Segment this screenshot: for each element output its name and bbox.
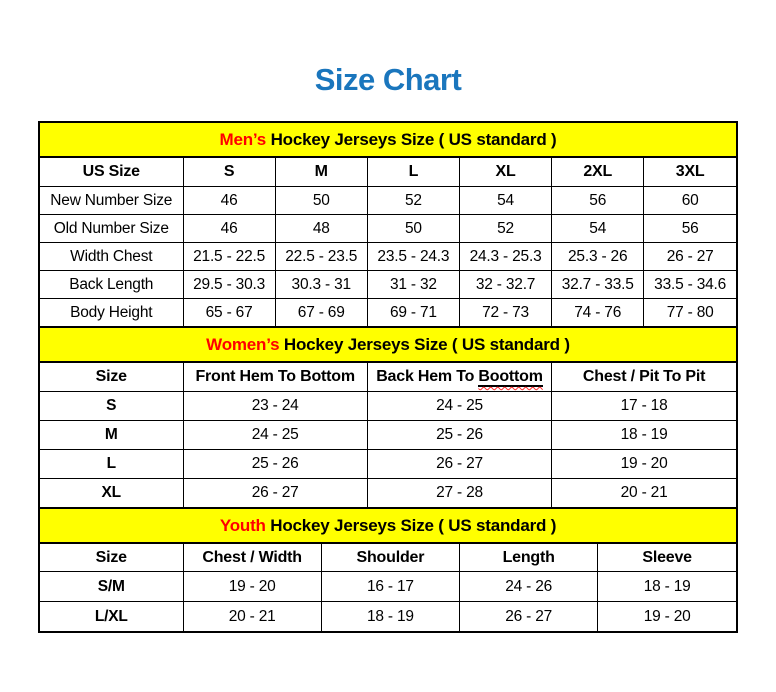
table-row — [40, 215, 736, 243]
data-cell: 22.5 - 23.5 — [275, 243, 367, 271]
mens-band-text: Hockey Jerseys Size ( US standard ) — [266, 130, 557, 149]
data-cell: 25.3 - 26 — [552, 243, 644, 271]
header-cell: Size — [40, 363, 183, 392]
data-cell: 27 - 28 — [367, 479, 551, 508]
data-cell: 23.5 - 24.3 — [367, 243, 459, 271]
data-cell: 74 - 76 — [552, 299, 644, 327]
data-cell: 46 — [183, 187, 275, 215]
header-cell — [367, 363, 551, 392]
row-label-cell: L/XL — [40, 602, 183, 632]
womens-band-accent: Women’s — [206, 335, 280, 354]
row-label-cell: New Number Size — [40, 187, 183, 215]
table-row — [40, 243, 736, 271]
data-cell: 26 - 27 — [367, 450, 551, 479]
row-label-cell: Back Length — [40, 271, 183, 299]
header-row — [40, 544, 736, 572]
data-cell: 54 — [552, 215, 644, 243]
data-cell: 24 - 26 — [460, 572, 598, 602]
womens-band-text: Hockey Jerseys Size ( US standard ) — [279, 335, 570, 354]
data-cell: 50 — [367, 215, 459, 243]
row-label-cell: Body Height — [40, 299, 183, 327]
header-row — [40, 363, 736, 392]
data-cell: 54 — [459, 187, 551, 215]
data-cell: 20 - 21 — [552, 479, 736, 508]
data-cell: 25 - 26 — [183, 450, 367, 479]
mens-size-table — [40, 158, 736, 326]
data-cell: 18 - 19 — [552, 421, 736, 450]
data-cell: 46 — [183, 215, 275, 243]
data-cell: 52 — [459, 215, 551, 243]
data-cell: 25 - 26 — [367, 421, 551, 450]
header-cell: M — [275, 158, 367, 187]
table-row — [40, 479, 736, 508]
womens-size-table — [40, 363, 736, 507]
data-cell: 24 - 25 — [367, 392, 551, 421]
table-row — [40, 392, 736, 421]
data-cell: 26 - 27 — [183, 479, 367, 508]
page-title: Size Chart — [314, 62, 462, 97]
row-label-cell: M — [40, 421, 183, 450]
header-cell: Sleeve — [598, 544, 736, 572]
data-cell: 31 - 32 — [367, 271, 459, 299]
data-cell: 32.7 - 33.5 — [552, 271, 644, 299]
data-cell: 30.3 - 31 — [275, 271, 367, 299]
table-row — [40, 602, 736, 632]
mens-band-accent: Men’s — [219, 130, 267, 149]
row-label-cell: XL — [40, 479, 183, 508]
data-cell: 19 - 20 — [552, 450, 736, 479]
data-cell: 20 - 21 — [183, 602, 321, 632]
youth-size-table — [40, 544, 736, 631]
data-cell: 19 - 20 — [598, 602, 736, 632]
table-row — [40, 421, 736, 450]
data-cell: 52 — [367, 187, 459, 215]
womens-table-band — [40, 326, 736, 363]
table-row — [40, 450, 736, 479]
data-cell: 26 - 27 — [460, 602, 598, 632]
misspelled-word — [478, 368, 542, 387]
header-cell: L — [367, 158, 459, 187]
data-cell: 32 - 32.7 — [459, 271, 551, 299]
table-row — [40, 572, 736, 602]
data-cell: 29.5 - 30.3 — [183, 271, 275, 299]
data-cell: 67 - 69 — [275, 299, 367, 327]
header-cell: Shoulder — [321, 544, 459, 572]
data-cell: 56 — [552, 187, 644, 215]
size-chart-tables — [38, 121, 738, 633]
data-cell: 60 — [644, 187, 736, 215]
data-cell: 72 - 73 — [459, 299, 551, 327]
table-row — [40, 187, 736, 215]
data-cell: 50 — [275, 187, 367, 215]
data-cell: 24.3 - 25.3 — [459, 243, 551, 271]
youth-band-text: Hockey Jerseys Size ( US standard ) — [265, 516, 557, 535]
data-cell: 23 - 24 — [183, 392, 367, 421]
header-cell: 2XL — [552, 158, 644, 187]
header-cell: S — [183, 158, 275, 187]
header-cell: XL — [459, 158, 551, 187]
data-cell: 24 - 25 — [183, 421, 367, 450]
header-cell: US Size — [40, 158, 183, 187]
row-label-cell: Old Number Size — [40, 215, 183, 243]
header-cell: Chest / Pit To Pit — [552, 363, 736, 392]
data-cell: 56 — [644, 215, 736, 243]
data-cell: 18 - 19 — [321, 602, 459, 632]
row-label-cell: S/M — [40, 572, 183, 602]
table-row — [40, 271, 736, 299]
header-cell: 3XL — [644, 158, 736, 187]
data-cell: 18 - 19 — [598, 572, 736, 602]
data-cell: 65 - 67 — [183, 299, 275, 327]
misspelled-word-text: Boottom — [478, 368, 543, 385]
row-label-cell: Width Chest — [40, 243, 183, 271]
header-cell: Size — [40, 544, 183, 572]
data-cell: 33.5 - 34.6 — [644, 271, 736, 299]
header-row — [40, 158, 736, 187]
data-cell: 48 — [275, 215, 367, 243]
row-label-cell: L — [40, 450, 183, 479]
data-cell: 21.5 - 22.5 — [183, 243, 275, 271]
data-cell: 16 - 17 — [321, 572, 459, 602]
mens-table-band — [40, 123, 736, 158]
youth-band-accent: Youth — [219, 516, 266, 535]
data-cell: 69 - 71 — [367, 299, 459, 327]
header-text: Back Hem To — [376, 368, 479, 385]
row-label-cell: S — [40, 392, 183, 421]
header-cell: Front Hem To Bottom — [183, 363, 367, 392]
header-cell: Chest / Width — [183, 544, 321, 572]
youth-table-band — [40, 507, 736, 544]
data-cell: 77 - 80 — [644, 299, 736, 327]
data-cell: 19 - 20 — [183, 572, 321, 602]
data-cell: 26 - 27 — [644, 243, 736, 271]
header-cell: Length — [460, 544, 598, 572]
data-cell: 17 - 18 — [552, 392, 736, 421]
table-row — [40, 299, 736, 327]
